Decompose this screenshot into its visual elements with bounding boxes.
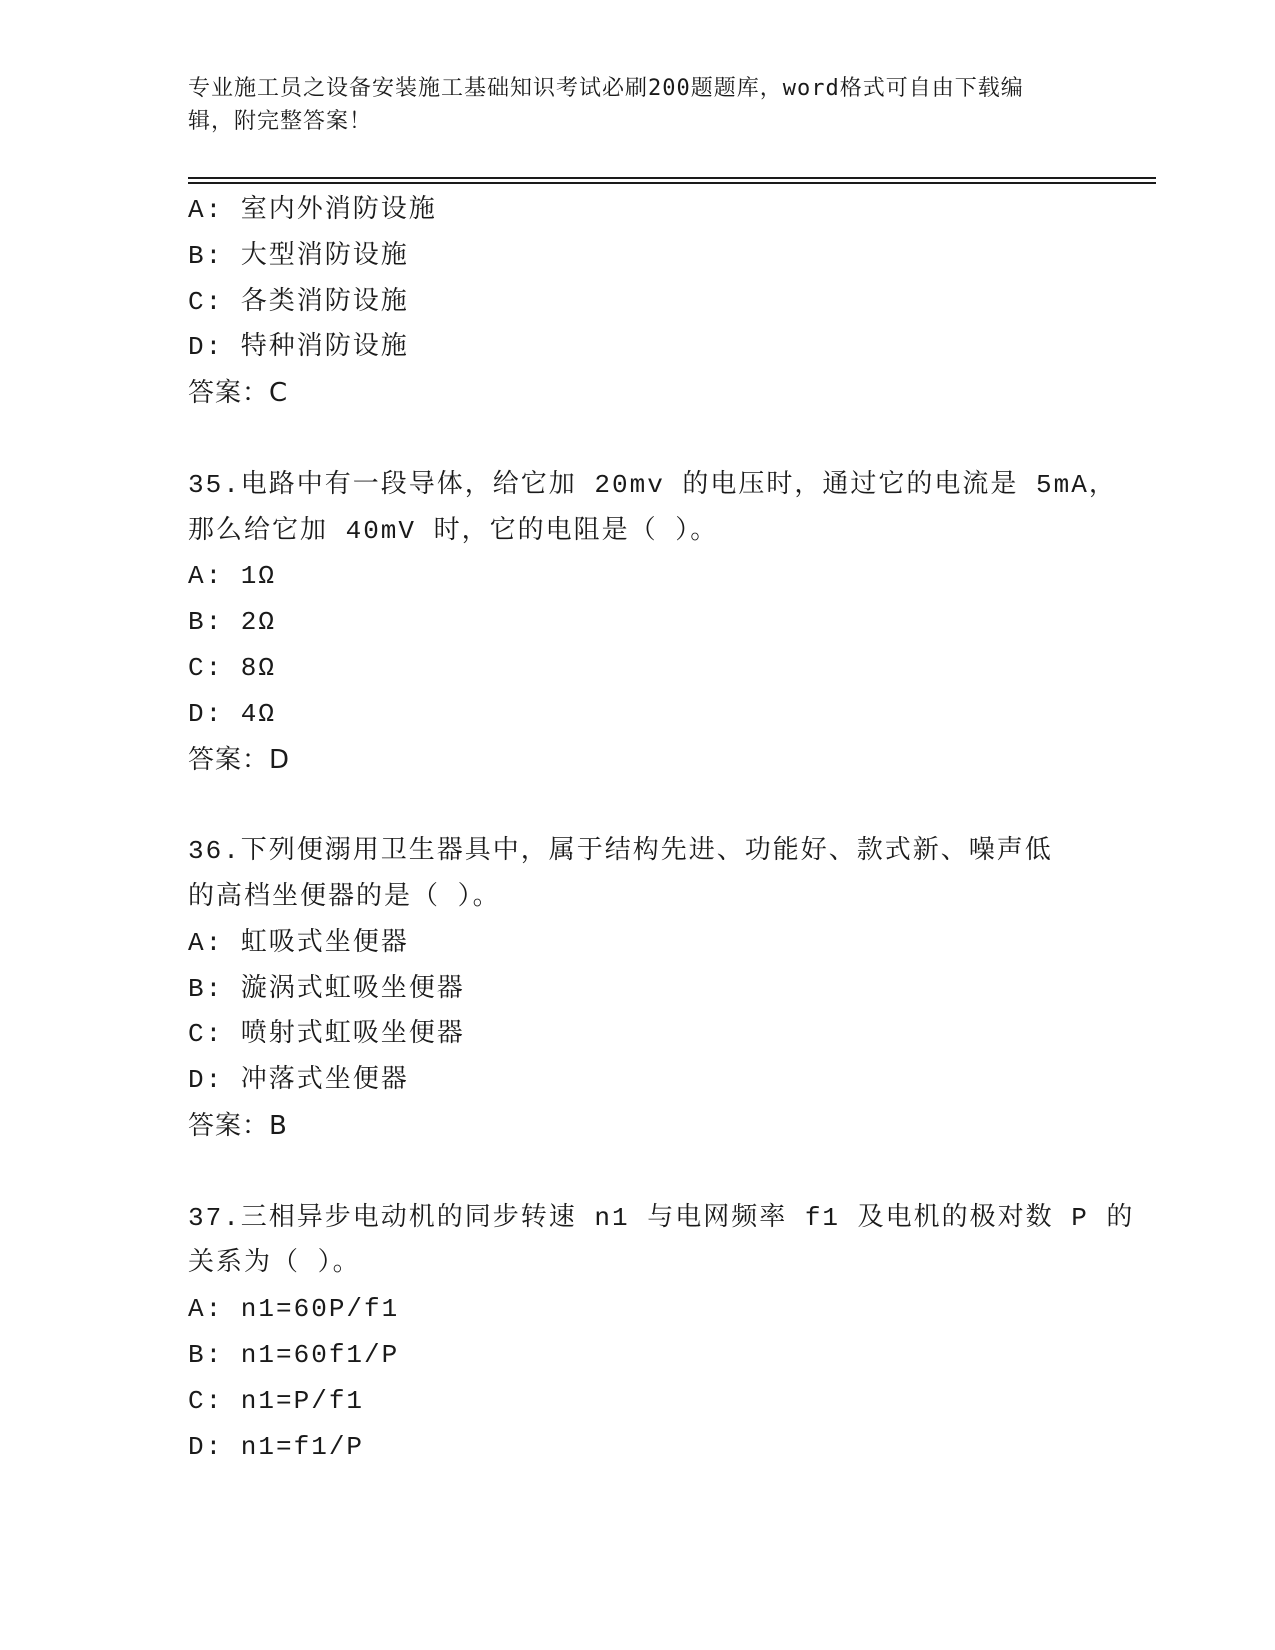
header-rule-bottom (188, 182, 1156, 184)
question-stem-continued: 关系为（ ）。 (188, 1248, 361, 1279)
spacer (188, 1150, 1068, 1196)
question-35-block (188, 463, 1117, 784)
question-37-block (188, 1196, 1135, 1471)
question-34-block (188, 188, 1068, 417)
option-d: D: 冲落式坐便器 (188, 1065, 409, 1096)
header-rule-top (188, 177, 1156, 179)
option-a: A: 1Ω (188, 561, 277, 592)
option-d: D: 特种消防设施 (188, 332, 409, 363)
option-a: A: 虹吸式坐便器 (188, 927, 409, 958)
option-c: C: 喷射式虹吸坐便器 (188, 1019, 465, 1050)
question-36-block (188, 829, 1068, 1150)
question-stem: 36.下列便溺用卫生器具中，属于结构先进、功能好、款式新、噪声低 (188, 836, 1053, 867)
answer-line: 答案：B (188, 1110, 288, 1141)
option-b: B: 漩涡式虹吸坐便器 (188, 973, 465, 1004)
option-d: D: 4Ω (188, 698, 277, 729)
question-stem: 37.三相异步电动机的同步转速 n1 与电网频率 f1 及电机的极对数 P 的 (188, 1202, 1135, 1233)
option-b: B: n1=60f1/P (188, 1339, 400, 1370)
answer-line: 答案：C (188, 378, 289, 409)
question-stem: 35.电路中有一段导体，给它加 20mv 的电压时，通过它的电流是 5mA， (188, 469, 1117, 500)
option-b: B: 大型消防设施 (188, 240, 409, 271)
option-c: C: 8Ω (188, 652, 277, 683)
option-c: C: n1=P/f1 (188, 1385, 365, 1416)
question-stem-continued: 那么给它加 40mV 时，它的电阻是（ ）。 (188, 515, 719, 546)
document-header: 专业施工员之设备安装施工基础知识考试必刷200题题库，word格式可自由下载编辑，附完整答案！ (188, 76, 1024, 134)
option-a: A: 室内外消防设施 (188, 195, 437, 225)
option-a: A: n1=60P/f1 (188, 1294, 400, 1325)
question-stem-continued: 的高档坐便器的是（ ）。 (188, 881, 501, 912)
answer-line: 答案：D (188, 744, 291, 775)
spacer (188, 783, 1068, 829)
question-content (188, 188, 1135, 1470)
option-d: D: n1=f1/P (188, 1431, 365, 1462)
option-b: B: 2Ω (188, 607, 277, 638)
option-c: C: 各类消防设施 (188, 286, 409, 317)
spacer (188, 417, 1068, 463)
